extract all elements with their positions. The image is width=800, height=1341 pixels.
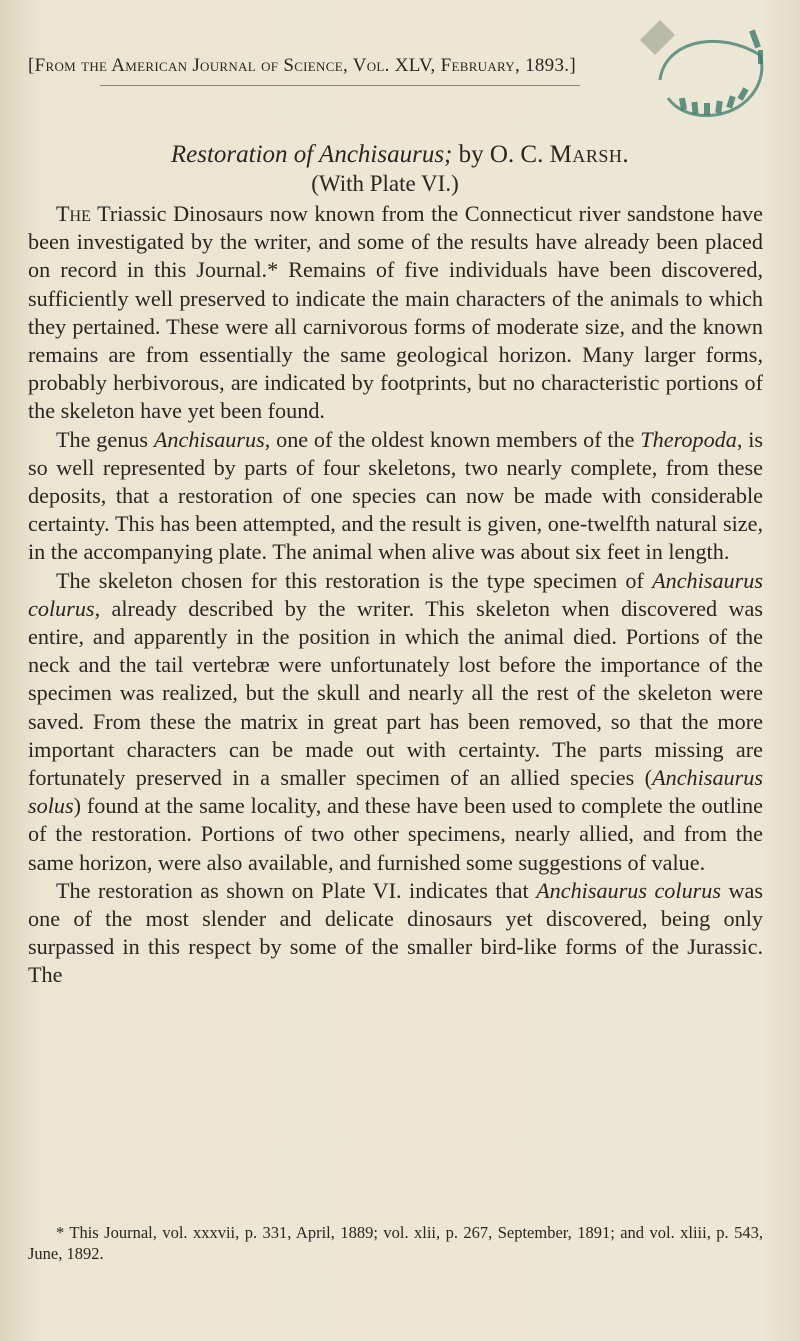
source-open-bracket: [ xyxy=(28,55,35,76)
title-author: Marsh. xyxy=(549,141,630,168)
species-name: Anchisaurus colurus xyxy=(28,567,763,621)
journal-source-line xyxy=(28,55,708,77)
paragraph-1 xyxy=(28,200,763,426)
species-name-2: Anchisaurus solus xyxy=(28,765,763,819)
title-italic: Restoration of Anchisaurus; xyxy=(170,141,453,168)
article-body xyxy=(28,200,763,990)
article-subtitle: (With Plate VI.) xyxy=(311,171,459,196)
paragraph-4-text-a: The restoration as shown on Plate VI. indicates that xyxy=(56,877,537,903)
journal-source-text: From the American Journal of Science, Vol. XLV, February, 1893. xyxy=(34,55,570,76)
paragraph-4-text-b: was one of the most slender and delicate dinosaurs yet discovered, being only surpassed in this respect by some of the smaller bird-like forms of the Jurassic. The xyxy=(28,877,763,988)
paragraph-3-text-c: ) found at the same locality, and these have been used to complete the outline of the restoration. Portions of two other specimens, nearly allied, and from the same horizon, were also available, and furnished some suggestions of value. xyxy=(28,793,763,875)
paragraph-2-text-b: , one of the oldest known members of the xyxy=(264,426,641,452)
article-title xyxy=(0,140,800,170)
paragraph-1-lead: The xyxy=(56,201,91,226)
paragraph-2 xyxy=(28,426,763,567)
paragraph-1-text: Triassic Dinosaurs now known from the Connecticut river sandstone have been investigated by the writer, and some of the results have already been placed on record in this Journal.* Remains of five individuals have been discovered, sufficiently well preserved to indicate the main characters of the animals to which they pertained. These were all carnivorous forms of moderate size, and the known remains are from essentially the same geological horizon. Many larger forms, probably herbivorous, are indicated by footprints, but no characteristic portions of the skeleton have yet been found. xyxy=(28,201,763,424)
paragraph-3-text-b: , already described by the writer. This skeleton when discovered was entire, and apparently in the position in which the animal died. Portions of the neck and the tail vertebræ were unfortunately lost before the importance of the specimen was realized, but the skull and nearly all the rest of the skeleton were saved. From these the matrix in great part has been removed, so that the more important characters can be made out with certainty. The parts missing are fortunately preserved in a smaller specimen of an allied species ( xyxy=(28,595,763,791)
genus-name: Anchisaurus xyxy=(153,426,265,452)
paragraph-3-text-a: The skeleton chosen for this restoration is the type specimen of xyxy=(56,567,653,593)
source-close-bracket: ] xyxy=(569,55,576,76)
footnote-text: * This Journal, vol. xxxvii, p. 331, April, 1889; vol. xlii, p. 267, September, 1891; and vol. xliii, p. 543, June, 1892. xyxy=(28,1223,763,1263)
paragraph-3 xyxy=(28,567,763,877)
species-name-3: Anchisaurus colurus xyxy=(536,877,722,903)
footnote xyxy=(28,1222,763,1264)
paragraph-2-text-a: The genus xyxy=(56,426,154,452)
title-by: by O. C. xyxy=(452,141,550,168)
article-title-block xyxy=(0,140,800,198)
paragraph-4 xyxy=(28,877,763,990)
paragraph-2-text-c: , is so well represented by parts of four skeletons, two nearly complete, from these deposits, that a restoration of one species can now be made with considerable certainty. This has been attempted, and the result is given, one-twelfth natural size, in the accompanying plate. The animal when alive was about six feet in length. xyxy=(28,426,763,565)
header-rule xyxy=(100,85,580,86)
order-name: Theropoda xyxy=(640,426,737,452)
